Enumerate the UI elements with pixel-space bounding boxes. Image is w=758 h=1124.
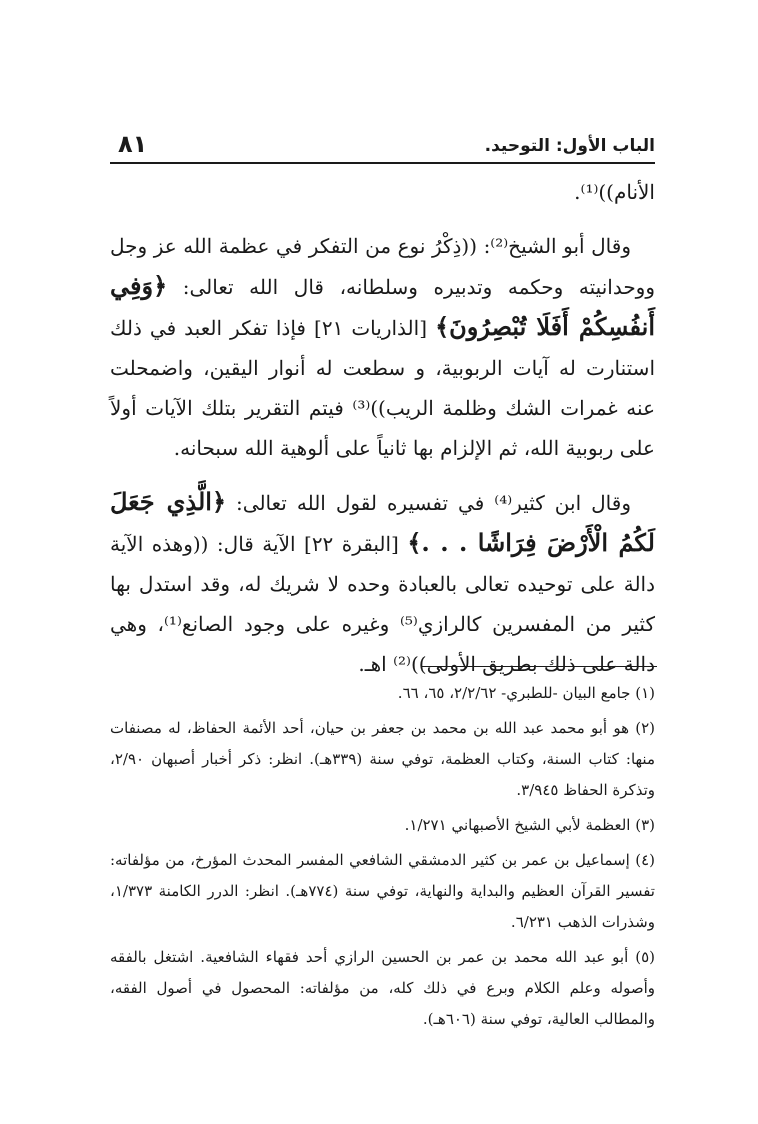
paragraph-abu-al-shaykh (110, 226, 655, 468)
footnote: (١) جامع البيان -للطبري- ٢/٢/٦٢، ٦٥، ٦٦. (397, 684, 655, 702)
paragraph-text: [البقرة ٢٢] الآية قال: ((وهذه الآية دالة على توحيده تعالى بالعبادة وحده لا شريك له، وقد استدل بها كثير من المفسرين كالرازي⁽⁵⁾ وغيره على وجود الصانع⁽¹⁾، وهي دالة على ذلك بطريق الأولى))⁽²⁾ اهـ. (110, 532, 655, 676)
footnotes (110, 678, 655, 1039)
paragraph-ibn-kathir (110, 482, 655, 684)
footnote: (٥) أبو عبد الله محمد بن عمر بن الحسين الرازي أحد فقهاء الشافعية. اشتغل بالفقه وأصوله وعلم الكلام وبرع في ذلك كله، من مؤلفاته: المحصول في أصول الفقه، والمطالب العالية، توفي سنة (٦٠٦هـ). (110, 948, 655, 1028)
paragraph-text: [الذاريات ٢١] فإذا تفكر العبد في ذلك استنارت له آيات الربوبية، و سطعت له أنوار اليقين، واضمحلت عنه غمرات الشك وظلمة الريب))⁽³⁾ فيتم التقرير بتلك الآيات أولاً على ربوبية الله، ثم الإلزام بها ثانياً على ألوهية الله سبحانه. (110, 316, 655, 460)
footnote-separator (422, 666, 657, 667)
paragraph-text: وقال ابن كثير⁽⁴⁾ في تفسيره لقول الله تعالى: (226, 491, 631, 515)
quran-verse: ﴿الَّذِي جَعَلَ لَكُمُ الْأَرْضَ فِرَاشًا . . .﴾ (110, 487, 655, 557)
quran-verse: ﴿وَفِي أَنفُسِكُمْ أَفَلَا تُبْصِرُونَ﴾ (110, 271, 655, 341)
running-header (110, 128, 655, 164)
footnote: (٣) العظمة لأبي الشيخ الأصبهاني ١/٢٧١. (404, 816, 655, 834)
footnote: (٤) إسماعيل بن عمر بن كثير الدمشقي الشافعي المفسر المحدث المؤرخ، من مؤلفاته: تفسير القرآن العظيم والبداية والنهاية، توفي سنة (٧٧٤هـ). انظر: الدرر الكامنة ١/٣٧٣، وشذرات الذهب ٦/٢٣١. (110, 851, 655, 931)
footnote: (٢) هو أبو محمد عبد الله بن محمد بن جعفر بن حيان، أحد الأئمة الحفاظ، له مصنفات منها: كتاب السنة، وكتاب العظمة، توفي سنة (٣٣٩هـ). انظر: ذكر أخبار أصبهان ٢/٩٠، وتذكرة الحفاظ ٣/٩٤٥. (110, 719, 655, 799)
paragraph-text: وقال أبو الشيخ⁽²⁾: ((ذِكْرُ نوع من التفكر في عظمة الله عز وجل ووحدانيته وحكمه وتدبيره وسلطانه، قال الله تعالى: (110, 234, 655, 299)
continuation-line: الأنام))⁽¹⁾. (574, 180, 655, 204)
page-number: ٨١ (118, 130, 148, 158)
chapter-title: الباب الأول: التوحيد. (484, 136, 655, 156)
main-text (110, 172, 655, 684)
